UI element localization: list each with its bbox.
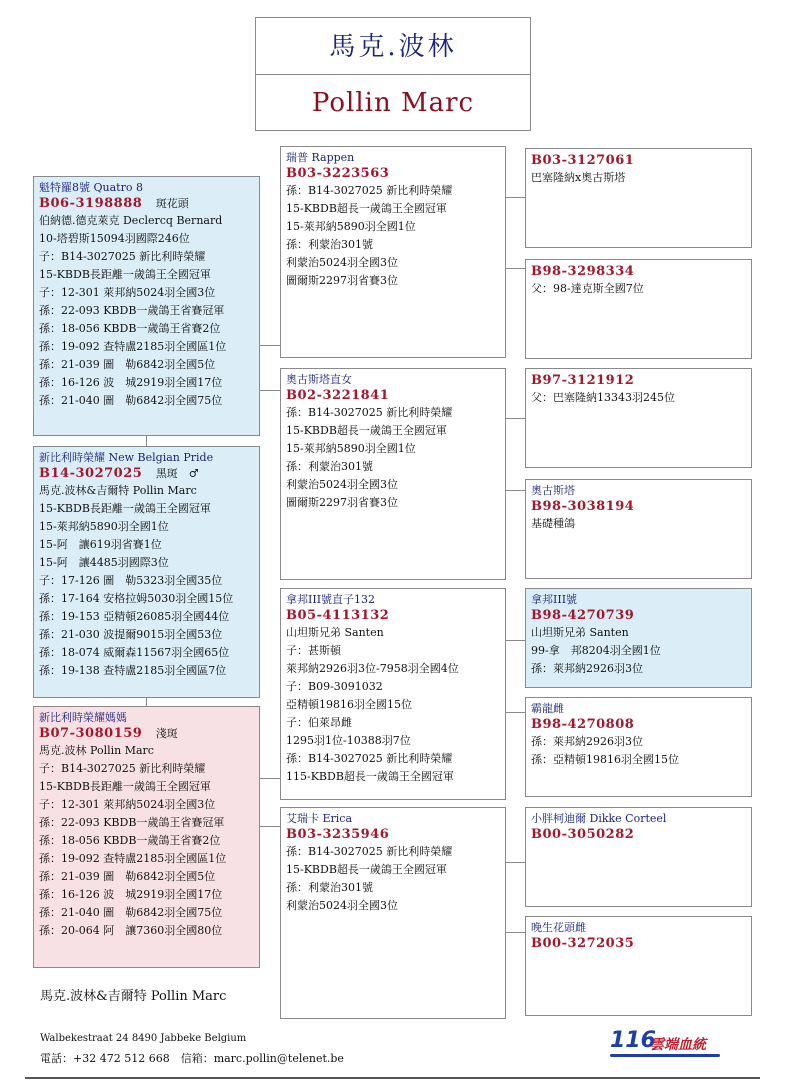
sd-name: 奧古斯塔直女 [286,373,352,386]
connector-sire-sd [260,390,280,391]
connector-sire-ss [260,345,280,346]
dam-line: 子：B14-3027025 新比利時榮耀 [39,762,206,775]
dam-line: 15-KBDB長距離一歲鴿王全國冠軍 [39,780,211,793]
dam-line: 孫：19-092 查特盧2185羽全國區1位 [39,852,227,865]
dam-line: 孫：16-126 波 城2919羽全國17位 [39,888,223,901]
ssd-box [525,259,752,359]
ss-line: 孫：B14-3027025 新比利時榮耀 [286,184,453,197]
ddd-name: 晚生花頭雌 [531,921,586,934]
sire-sire-box [280,146,506,358]
connector-ss-ssd [505,268,525,269]
ds-line: 子：甚斯頓 [286,644,341,657]
sire-line: 15-KBDB長距離一歲鴿王全國冠軍 [39,268,211,281]
dds-name: 小胖柯迪爾 Dikke Corteel [531,812,667,825]
sire-line: 孫：22-093 KBDB一歲鴿王省賽冠軍 [39,304,225,317]
ds-line: 子：伯萊昂雌 [286,716,352,729]
ddd-ring: B00-3272035 [531,936,635,951]
subject-line: 馬克.波林&吉爾特 Pollin Marc [39,484,197,497]
brand-logo [610,1028,730,1060]
sds-line: 父：巴塞隆納13343羽245位 [531,391,675,404]
ss-name: 瑞普 Rappen [286,151,355,164]
dd-line: 15-KBDB超長一歲鴿王全國冠軍 [286,863,447,876]
sire-dam-box [280,368,506,580]
ddd-box [525,916,752,1016]
dsd-line: 孫：萊邦納2926羽3位 [531,735,643,748]
ss-ring: B03-3223563 [286,166,390,181]
connector-subject-dam [146,698,147,706]
dam-ring: B07-3080159 淺斑 [39,726,178,741]
sdd-name: 奧古斯塔 [531,484,575,497]
bottom-divider [25,1077,760,1079]
connector-dd-ddd [505,932,525,933]
dss-name: 拿邦III號 [531,593,578,606]
sd-line: 孫：利蒙治301號 [286,460,373,473]
dsd-box [525,697,752,797]
sire-line: 子：12-301 萊邦納5024羽全國3位 [39,286,216,299]
sire-color: 斑花頭 [155,197,189,210]
ds-line: 115-KBDB超長一歲鴿王全國冠軍 [286,770,454,783]
subject-box [33,446,260,698]
sdd-ring: B98-3038194 [531,499,635,514]
sdd-line: 基礎種鴿 [531,517,575,530]
sire-line: 孫：18-056 KBDB一歲鴿王省賽2位 [39,322,221,335]
ss-line: 利蒙治5024羽全國3位 [286,256,398,269]
sire-line: 孫：21-040 圖 勒6842羽全國75位 [39,394,223,407]
connector-ds-dss [505,640,525,641]
ssd-ring: B98-3298334 [531,264,635,279]
logo-number: 116 [610,1028,656,1053]
connector-sd-sds [505,418,525,419]
ss-line: 15-萊邦納5890羽全國1位 [286,220,416,233]
dam-line: 子：12-301 萊邦納5024羽全國3位 [39,798,216,811]
connector-dam-dd [260,826,280,827]
subject-color: 黑斑 ♂ [155,467,199,480]
ss-line: 孫：利蒙治301號 [286,238,373,251]
dam-name: 新比利時榮耀媽媽 [39,711,127,724]
dam-line: 馬克.波林 Pollin Marc [39,744,154,757]
dsd-name: 霸龍雌 [531,702,564,715]
dam-color: 淺斑 [155,727,178,740]
sd-line: 15-萊邦納5890羽全國1位 [286,442,416,455]
subject-ring: B14-3027025 黑斑 ♂ [39,466,199,481]
dss-line: 99-拿 邦8204羽全國1位 [531,644,661,657]
owner-footer: 馬克.波林&吉爾特 Pollin Marc [40,989,227,1004]
subject-line: 15-萊邦納5890羽全國1位 [39,520,169,533]
subject-line: 孫：17-164 安格拉姆5030羽全國15位 [39,592,234,605]
ds-line: 亞精頓19816羽全國15位 [286,698,412,711]
ss-line: 圖爾斯2297羽省賽3位 [286,274,398,287]
dam-line: 孫：21-040 圖 勒6842羽全國75位 [39,906,223,919]
contact-info: 電話：+32 472 512 668 信箱：marc.pollin@telenet.be [40,1052,344,1065]
dsd-ring: B98-4270808 [531,717,635,732]
sire-line: 孫：19-092 查特盧2185羽全國區1位 [39,340,227,353]
dam-line: 孫：21-039 圖 勒6842羽全國5位 [39,870,216,883]
sire-line: 孫：21-039 圖 勒6842羽全國5位 [39,358,216,371]
sds-box [525,368,752,468]
subject-line: 15-KBDB長距離一歲鴿王全國冠軍 [39,502,211,515]
sire-box [33,176,260,436]
logo-text: 雲端血統 [650,1037,706,1053]
dss-ring: B98-4270739 [531,608,635,623]
sd-line: 15-KBDB超長一歲鴿王全國冠軍 [286,424,447,437]
sss-box [525,148,752,248]
connector-dam-ds [260,778,280,779]
dd-ring: B03-3235946 [286,827,390,842]
subject-name: 新比利時榮耀 New Belgian Pride [39,451,214,464]
dd-name: 艾瑞卡 Erica [286,812,353,825]
dd-line: 孫：利蒙治301號 [286,881,373,894]
dd-line: 孫：B14-3027025 新比利時榮耀 [286,845,453,858]
sd-line: 孫：B14-3027025 新比利時榮耀 [286,406,453,419]
subject-line: 孫：19-138 查特盧2185羽全國區7位 [39,664,227,677]
dd-line: 利蒙治5024羽全國3位 [286,899,398,912]
sd-line: 利蒙治5024羽全國3位 [286,478,398,491]
ds-line: 孫：B14-3027025 新比利時榮耀 [286,752,453,765]
sd-ring: B02-3221841 [286,388,390,403]
ds-line: 萊邦納2926羽3位-7958羽全國4位 [286,662,459,675]
dss-line: 山坦斯兄弟 Santen [531,626,629,639]
sire-name: 魁特羅8號 Quatro 8 [39,181,143,194]
owner-name-english: Pollin Marc [311,88,475,118]
ssd-line: 父：98-達克斯全國7位 [531,282,644,295]
sire-ring: B06-3198888 斑花頭 [39,196,189,211]
dds-box [525,807,752,907]
connector-sire-subject [146,436,147,446]
owner-name-chinese: 馬克.波林 [256,18,530,75]
dds-ring: B00-3050282 [531,827,635,842]
subject-line: 孫：21-030 波提爾9015羽全國53位 [39,628,223,641]
sd-line: 圖爾斯2297羽省賽3位 [286,496,398,509]
dam-line: 孫：20-064 阿 讓7360羽全國80位 [39,924,223,937]
subject-line: 15-阿 讓619羽省賽1位 [39,538,162,551]
subject-line: 子：17-126 圖 勒5323羽全國35位 [39,574,223,587]
ds-name: 拿邦III號直子132 [286,593,376,606]
dss-line: 孫：萊邦納2926羽3位 [531,662,643,675]
sire-line: 孫：16-126 波 城2919羽全國17位 [39,376,223,389]
ss-line: 15-KBDB超長一歲鴿王全國冠軍 [286,202,447,215]
dss-box [525,588,752,688]
sss-ring: B03-3127061 [531,153,635,168]
dsd-line: 孫：亞精頓19816羽全國15位 [531,753,679,766]
dam-dam-box [280,807,506,1019]
sire-line: 10-塔碧斯15094羽國際246位 [39,232,190,245]
ds-line: 1295羽1位-10388羽7位 [286,734,411,747]
subject-line: 孫：19-153 亞精頓26085羽全國44位 [39,610,230,623]
connector-ds-dsd [505,712,525,713]
sdd-box [525,479,752,579]
dam-box [33,706,260,968]
subject-line: 孫：18-074 威爾森11567羽全國65位 [39,646,230,659]
ds-line: 山坦斯兄弟 Santen [286,626,384,639]
address: Walbekestraat 24 8490 Jabbeke Belgium [40,1033,247,1044]
logo-swoosh-icon [610,1054,720,1057]
connector-ss-sss [505,197,525,198]
dam-line: 孫：22-093 KBDB一歲鴿王省賽冠軍 [39,816,225,829]
connector-dd-dds [505,862,525,863]
sds-ring: B97-3121912 [531,373,635,388]
sire-line: 子：B14-3027025 新比利時榮耀 [39,250,206,263]
dam-sire-box [280,588,506,800]
dam-line: 孫：18-056 KBDB一歲鴿王省賽2位 [39,834,221,847]
ds-line: 子：B09-3091032 [286,680,383,693]
connector-sd-sdd [505,490,525,491]
sss-line: 巴塞隆納x奧古斯塔 [531,171,626,184]
title-box [255,17,531,131]
sire-line: 伯納德.德克萊克 Declercq Bernard [39,214,223,227]
ds-ring: B05-4113132 [286,608,390,623]
subject-line: 15-阿 讓4485羽國際3位 [39,556,169,569]
